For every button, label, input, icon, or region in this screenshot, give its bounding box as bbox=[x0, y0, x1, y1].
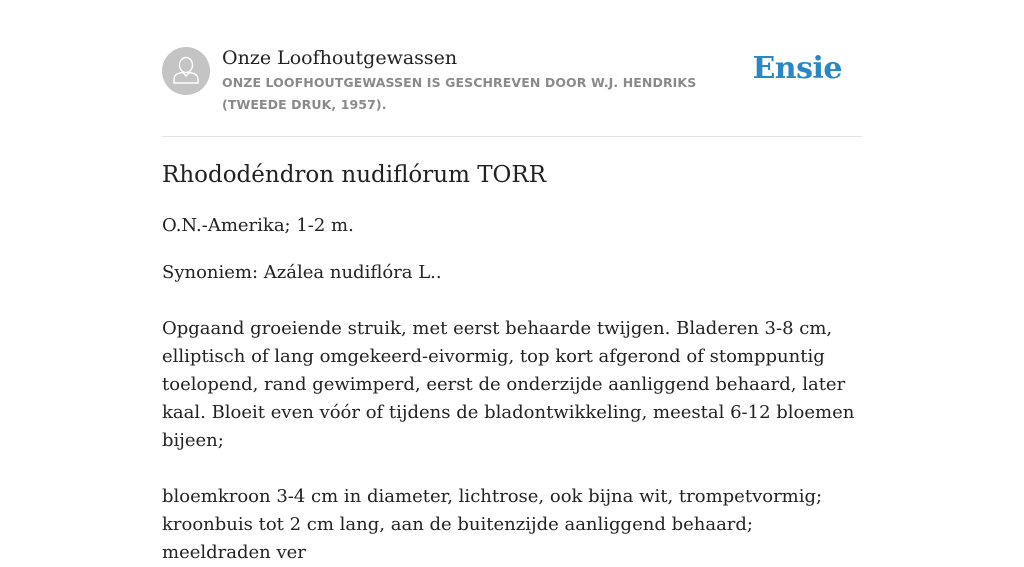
source-title[interactable]: Onze Loofhoutgewassen bbox=[222, 47, 458, 69]
article-body bbox=[162, 212, 862, 567]
description-paragraph: bloemkroon 3-4 cm in diameter, lichtrose, ook bijna wit, trompetvormig; kroonbuis tot 2 cm lang, aan de buitenzijde aanliggend behaard; meeldraden ver bbox=[162, 486, 823, 563]
page bbox=[162, 0, 862, 563]
article-title: Rhododéndron nudiflórum TORR bbox=[162, 162, 547, 188]
user-icon bbox=[162, 47, 210, 95]
origin-text: O.N.-Amerika; 1-2 m. bbox=[162, 215, 354, 236]
source-header bbox=[162, 0, 862, 137]
description-paragraph: Opgaand groeiende struik, met eerst behaarde twijgen. Bladeren 3-8 cm, elliptisch of lang omgekeerd-eivormig, top kort afgerond of stomppuntig toelopend, rand gewimperd, eerst de onderzijde aanliggend behaard, later kaal. Bloeit even vóór of tijdens de bladontwikkeling, meestal 6-12 bloemen bijeen; bbox=[162, 318, 855, 451]
synonym-text: Synoniem: Azálea nudiflóra L.. bbox=[162, 262, 442, 283]
ensie-logo[interactable]: Ensie bbox=[752, 51, 842, 86]
source-description: ONZE LOOFHOUTGEWASSEN IS GESCHREVEN DOOR W.J. HENDRIKS (TWEEDE DRUK, 1957). bbox=[222, 75, 697, 112]
